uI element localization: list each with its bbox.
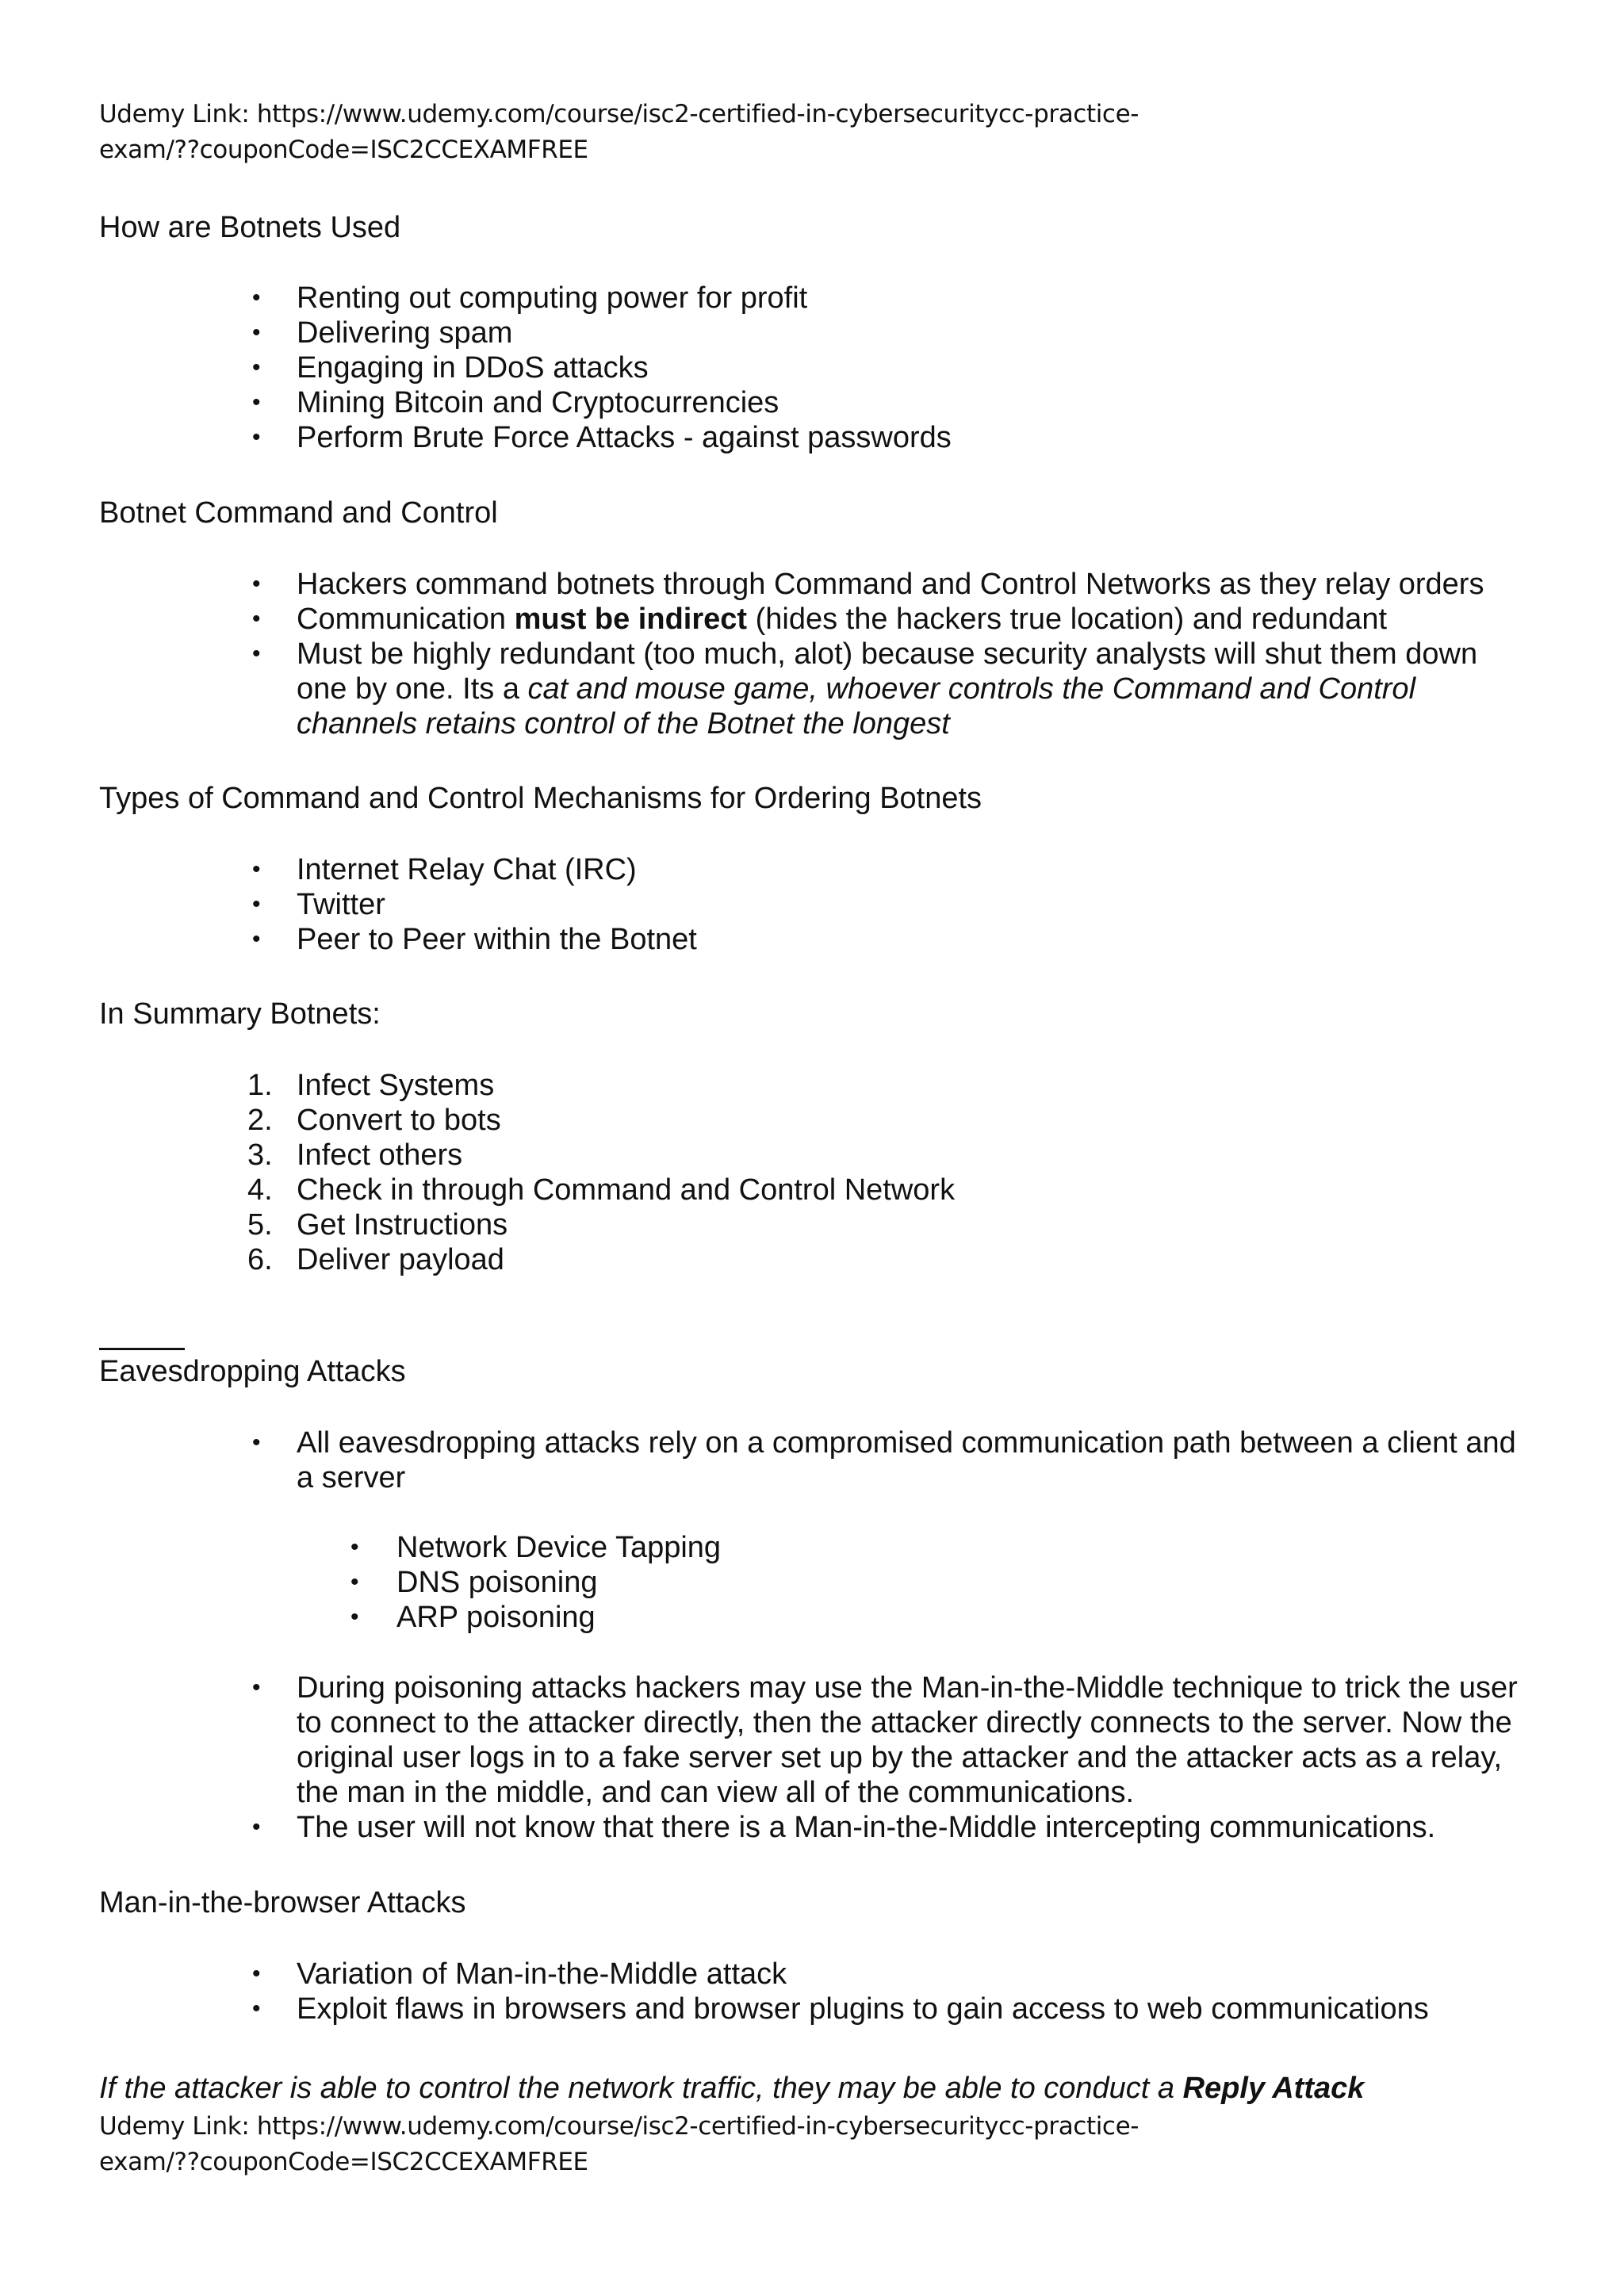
list-item: 3. Infect others <box>247 1138 463 1172</box>
list-item: • Network Device Tapping <box>350 1531 722 1564</box>
bullet-icon: • <box>252 606 261 632</box>
emphasis-bold: must be indirect <box>514 603 748 636</box>
bullet-icon: • <box>252 891 261 917</box>
list-item: • All eavesdropping attacks rely on a compromised communication path between a client and a server <box>252 1426 1516 1494</box>
heading-botnets-used: How are Botnets Used <box>99 211 401 244</box>
command-control-list <box>252 567 1534 741</box>
list-item: 5. Get Instructions <box>247 1208 508 1242</box>
udemy-link-header[interactable] <box>99 97 1487 168</box>
list-item: • During poisoning attacks hackers may use the Man-in-the-Middle technique to trick the user to connect to the attacker directly, then the attacker directly connects to the server. Now the original user logs in to a fake server set up by the attacker and the attacker acts as a relay, the man in the middle, and can view all of the communications. <box>252 1671 1518 1809</box>
list-number: 1. <box>247 1069 273 1102</box>
list-item: 6. Deliver payload <box>247 1243 504 1276</box>
eavesdropping-intro-list <box>252 1425 1534 1495</box>
bullet-icon: • <box>252 320 261 346</box>
list-number: 5. <box>247 1208 273 1242</box>
heading-summary: In Summary Botnets: <box>99 997 381 1031</box>
list-item: • DNS poisoning <box>350 1566 598 1599</box>
list-number: 4. <box>247 1173 273 1207</box>
list-item: 1. Infect Systems <box>247 1069 495 1102</box>
bullet-icon: • <box>252 1674 261 1701</box>
list-item: • Hackers command botnets through Command and Control Networks as they relay orders <box>252 568 1484 601</box>
heading-eavesdropping: Eavesdropping Attacks <box>99 1355 406 1388</box>
list-item: • The user will not know that there is a Man-in-the-Middle intercepting communications. <box>252 1811 1436 1844</box>
list-item: • Must be highly redundant (too much, alot) because security analysts will shut them down one by one. Its a cat and mouse game, whoever controls the Command and Control channels retains control of the Botnet the longest <box>252 637 1478 740</box>
emphasis-bold: Reply Attack <box>1182 2072 1365 2105</box>
bullet-icon: • <box>252 1814 261 1840</box>
list-number: 2. <box>247 1104 273 1137</box>
list-item: • Engaging in DDoS attacks <box>252 351 649 385</box>
udemy-link-line1[interactable]: Udemy Link: https://www.udemy.com/course/isc2-certified-in-cybersecuritycc-practice- <box>99 100 1139 128</box>
eavesdropping-methods-list <box>350 1530 1507 1635</box>
udemy-link-footer[interactable] <box>99 2109 1487 2180</box>
bullet-icon: • <box>350 1569 359 1595</box>
bullet-icon: • <box>252 389 261 415</box>
udemy-link-line1[interactable]: Udemy Link: https://www.udemy.com/course/isc2-certified-in-cybersecuritycc-practice- <box>99 2112 1139 2141</box>
list-item: 4. Check in through Command and Control Network <box>247 1173 956 1207</box>
list-item: • Delivering spam <box>252 316 513 350</box>
mechanisms-list <box>252 852 1534 957</box>
list-item: • Mining Bitcoin and Cryptocurrencies <box>252 386 779 419</box>
list-item: • Perform Brute Force Attacks - against passwords <box>252 421 952 454</box>
heading-command-control: Botnet Command and Control <box>99 496 498 530</box>
bullet-icon: • <box>350 1604 359 1630</box>
closing-statement: If the attacker is able to control the network traffic, they may be able to conduct a Reply Attack <box>99 2072 1365 2105</box>
mitb-list <box>252 1957 1534 2026</box>
eavesdropping-mitm-list <box>252 1670 1534 1845</box>
bullet-icon: • <box>252 1996 261 2022</box>
bullet-icon: • <box>252 424 261 450</box>
list-number: 6. <box>247 1243 273 1276</box>
bullet-icon: • <box>252 641 261 667</box>
list-item: 2. Convert to bots <box>247 1104 501 1137</box>
list-item: • Communication must be indirect (hides the hackers true location) and redundant <box>252 603 1388 636</box>
list-item: • Internet Relay Chat (IRC) <box>252 853 637 886</box>
bullet-icon: • <box>252 1961 261 1987</box>
list-number: 3. <box>247 1138 273 1172</box>
heading-mechanisms: Types of Command and Control Mechanisms for Ordering Botnets <box>99 782 982 815</box>
udemy-link-line2[interactable]: exam/??couponCode=ISC2CCEXAMFREE <box>99 2148 588 2176</box>
list-item: • Renting out computing power for profit <box>252 281 808 315</box>
emphasis-italic: cat and mouse game, whoever controls the Command and Control <box>527 672 1416 706</box>
list-item: • Exploit flaws in browsers and browser plugins to gain access to web communications <box>252 1992 1429 2026</box>
summary-list <box>247 1068 1534 1277</box>
list-item: • Variation of Man-in-the-Middle attack <box>252 1957 787 1991</box>
botnets-used-list <box>252 281 1534 455</box>
heading-mitb: Man-in-the-browser Attacks <box>99 1886 466 1919</box>
list-item: • Peer to Peer within the Botnet <box>252 923 697 956</box>
list-item: • Twitter <box>252 888 385 921</box>
bullet-icon: • <box>252 285 261 311</box>
list-item: • ARP poisoning <box>350 1601 596 1634</box>
bullet-icon: • <box>252 856 261 882</box>
bullet-icon: • <box>350 1534 359 1560</box>
bullet-icon: • <box>252 354 261 381</box>
bullet-icon: • <box>252 1429 261 1456</box>
section-separator <box>99 1348 185 1350</box>
emphasis-italic: channels retains control of the Botnet the longest <box>297 707 950 740</box>
udemy-link-line2[interactable]: exam/??couponCode=ISC2CCEXAMFREE <box>99 136 588 164</box>
bullet-icon: • <box>252 926 261 952</box>
bullet-icon: • <box>252 571 261 597</box>
